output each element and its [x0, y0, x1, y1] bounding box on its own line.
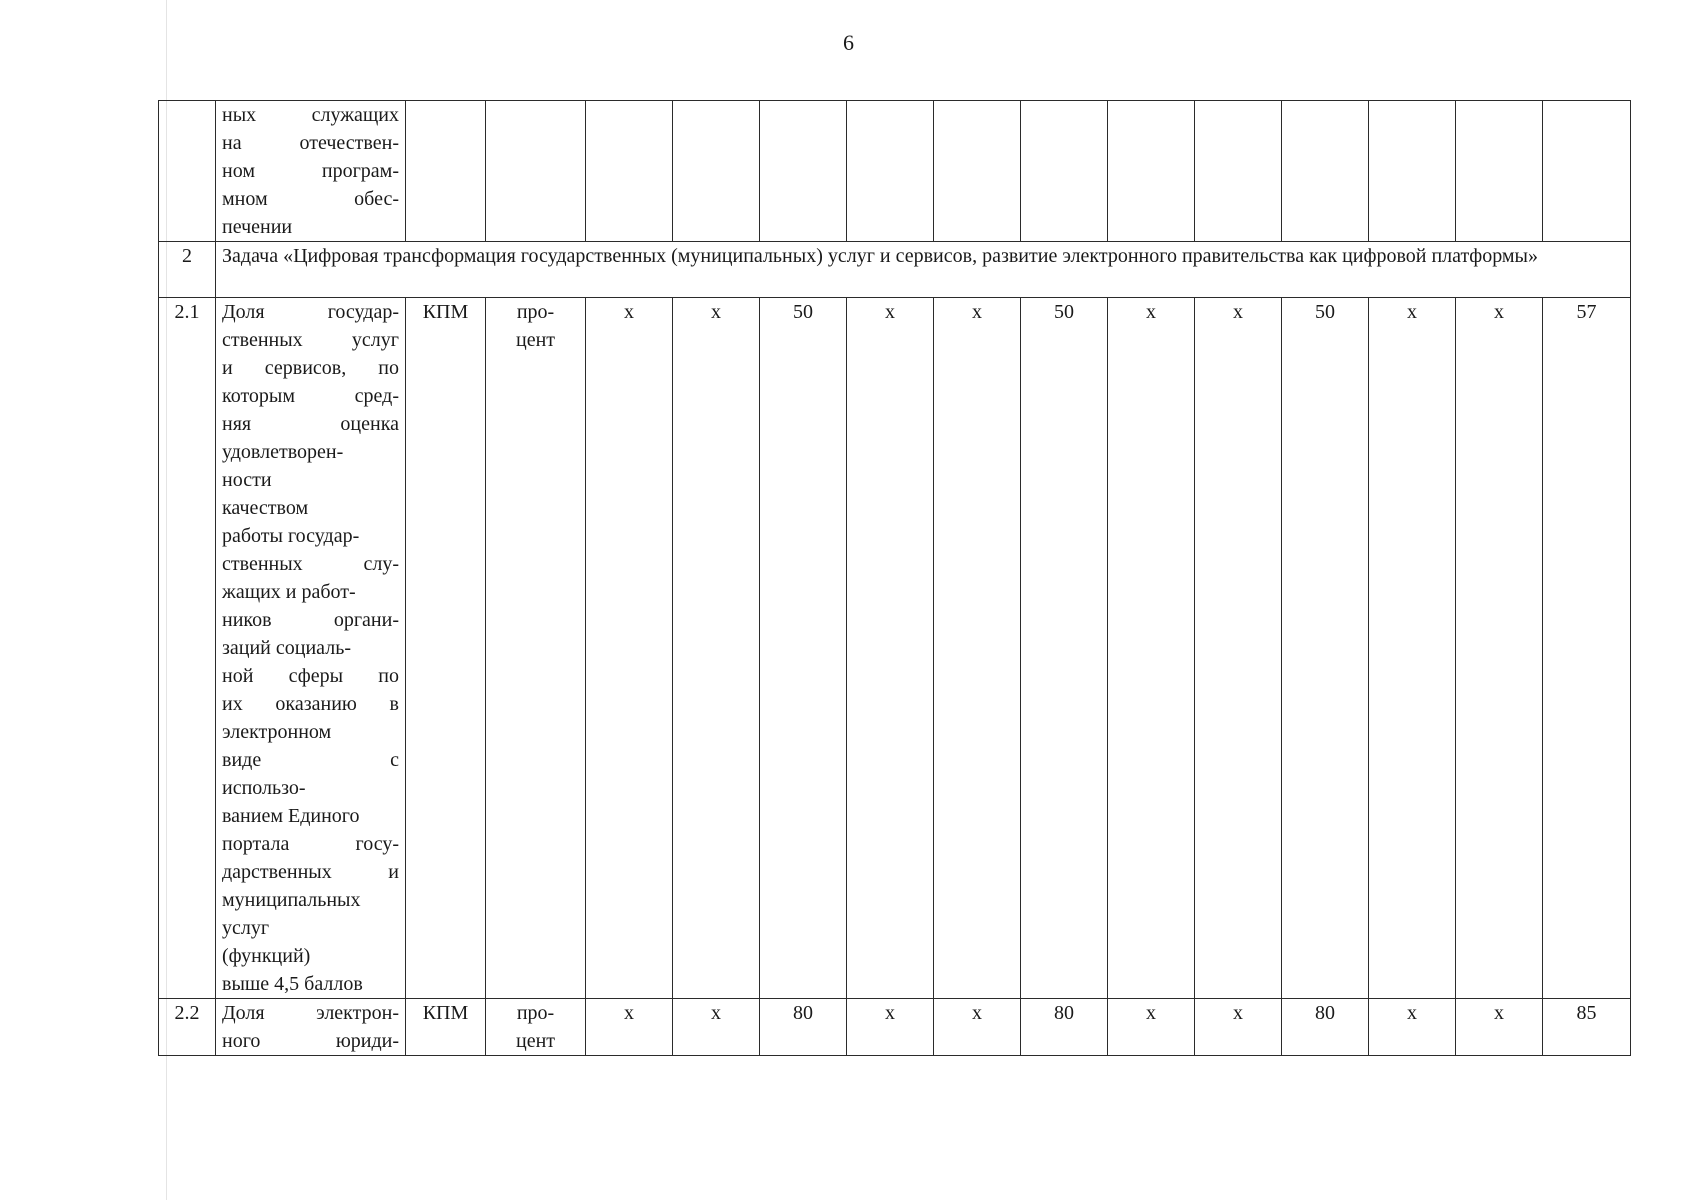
name-line: использо- [222, 777, 306, 799]
cell-value: х [847, 999, 934, 1056]
cell-value [934, 101, 1021, 242]
cell-unit [486, 999, 586, 1056]
cell-value: х [1369, 298, 1456, 999]
name-line: ственных услуг [222, 329, 399, 351]
unit-line: про- [516, 1002, 555, 1024]
name-line: муниципальных [222, 889, 361, 911]
name-line: печении [222, 216, 293, 238]
name-line: выше 4,5 баллов [222, 973, 363, 995]
cell-value: 50 [1282, 298, 1369, 999]
unit-line: цент [515, 1030, 556, 1052]
name-line: дарственных и [222, 861, 399, 883]
name-line: виде с [222, 749, 399, 771]
name-line: и сервисов, по [222, 357, 399, 379]
name-line: ников органи- [222, 609, 399, 631]
name-line: ной сферы по [222, 665, 399, 687]
cell-value [1543, 101, 1631, 242]
cell-value: х [1456, 298, 1543, 999]
cell-source: КПМ [406, 298, 486, 999]
cell-value: х [673, 298, 760, 999]
name-line: качеством [222, 497, 309, 519]
task-title: Задача «Цифровая трансформация государственных (муниципальных) услуг и сервисов, развитие электронного правительства как цифровой платформы» [216, 242, 1631, 298]
name-line: ственных слу- [222, 553, 399, 575]
continued-row [159, 101, 1631, 242]
name-line: ности [222, 469, 272, 491]
cell-value: х [1195, 999, 1282, 1056]
cell-value: х [673, 999, 760, 1056]
cell-source [406, 101, 486, 242]
cell-value: х [1108, 298, 1195, 999]
cell-value: 80 [1021, 999, 1108, 1056]
table-row [159, 999, 1631, 1056]
cell-value: х [1195, 298, 1282, 999]
name-line: няя оценка [222, 413, 399, 435]
name-line: на отечествен- [222, 132, 399, 154]
unit-line: цент [515, 329, 556, 351]
cell-value [1282, 101, 1369, 242]
name-line: работы государ- [222, 525, 360, 547]
cell-num [159, 101, 216, 242]
name-line: Доля государ- [222, 301, 399, 323]
cell-value: 50 [1021, 298, 1108, 999]
name-line: жащих и работ- [222, 581, 356, 603]
cell-source: КПМ [406, 999, 486, 1056]
name-line: (функций) [222, 945, 311, 967]
cell-unit [486, 298, 586, 999]
cell-value [1456, 101, 1543, 242]
name-line: ном програм- [222, 160, 399, 182]
cell-value: х [1456, 999, 1543, 1056]
cell-value [847, 101, 934, 242]
cell-value: 50 [760, 298, 847, 999]
cell-num: 2 [159, 242, 216, 298]
cell-value [1021, 101, 1108, 242]
name-line: ванием Единого [222, 805, 360, 827]
cell-unit [486, 101, 586, 242]
cell-value: х [847, 298, 934, 999]
page-number: 6 [843, 30, 854, 55]
cell-indicator-name [216, 999, 406, 1056]
cell-value: х [1369, 999, 1456, 1056]
cell-value: х [586, 298, 673, 999]
cell-value: х [934, 298, 1021, 999]
cell-value: 80 [760, 999, 847, 1056]
name-line: ных служащих [222, 104, 399, 126]
name-line: мном обес- [222, 188, 399, 210]
name-line: портала госу- [222, 833, 399, 855]
cell-value [1195, 101, 1282, 242]
cell-value [1108, 101, 1195, 242]
cell-value: 80 [1282, 999, 1369, 1056]
task-row [159, 242, 1631, 298]
cell-value [673, 101, 760, 242]
cell-value: х [1108, 999, 1195, 1056]
cell-value [760, 101, 847, 242]
indicators-table [158, 100, 1631, 1056]
cell-value [586, 101, 673, 242]
table-row [159, 298, 1631, 999]
cell-indicator-name [216, 298, 406, 999]
unit-line: про- [516, 301, 555, 323]
cell-value [1369, 101, 1456, 242]
cell-indicator-name [216, 101, 406, 242]
cell-value: 85 [1543, 999, 1631, 1056]
name-line: Доля электрон- [222, 1002, 399, 1024]
cell-num: 2.2 [159, 999, 216, 1056]
name-line: электронном [222, 721, 332, 743]
cell-value: 57 [1543, 298, 1631, 999]
name-line: их оказанию в [222, 693, 399, 715]
name-line: заций социаль- [222, 637, 351, 659]
cell-num: 2.1 [159, 298, 216, 999]
name-line: которым сред- [222, 385, 399, 407]
name-line: удовлетворен- [222, 441, 344, 463]
name-line: услуг [222, 917, 270, 939]
cell-value: х [934, 999, 1021, 1056]
name-line: ного юриди- [222, 1030, 399, 1052]
cell-value: х [586, 999, 673, 1056]
